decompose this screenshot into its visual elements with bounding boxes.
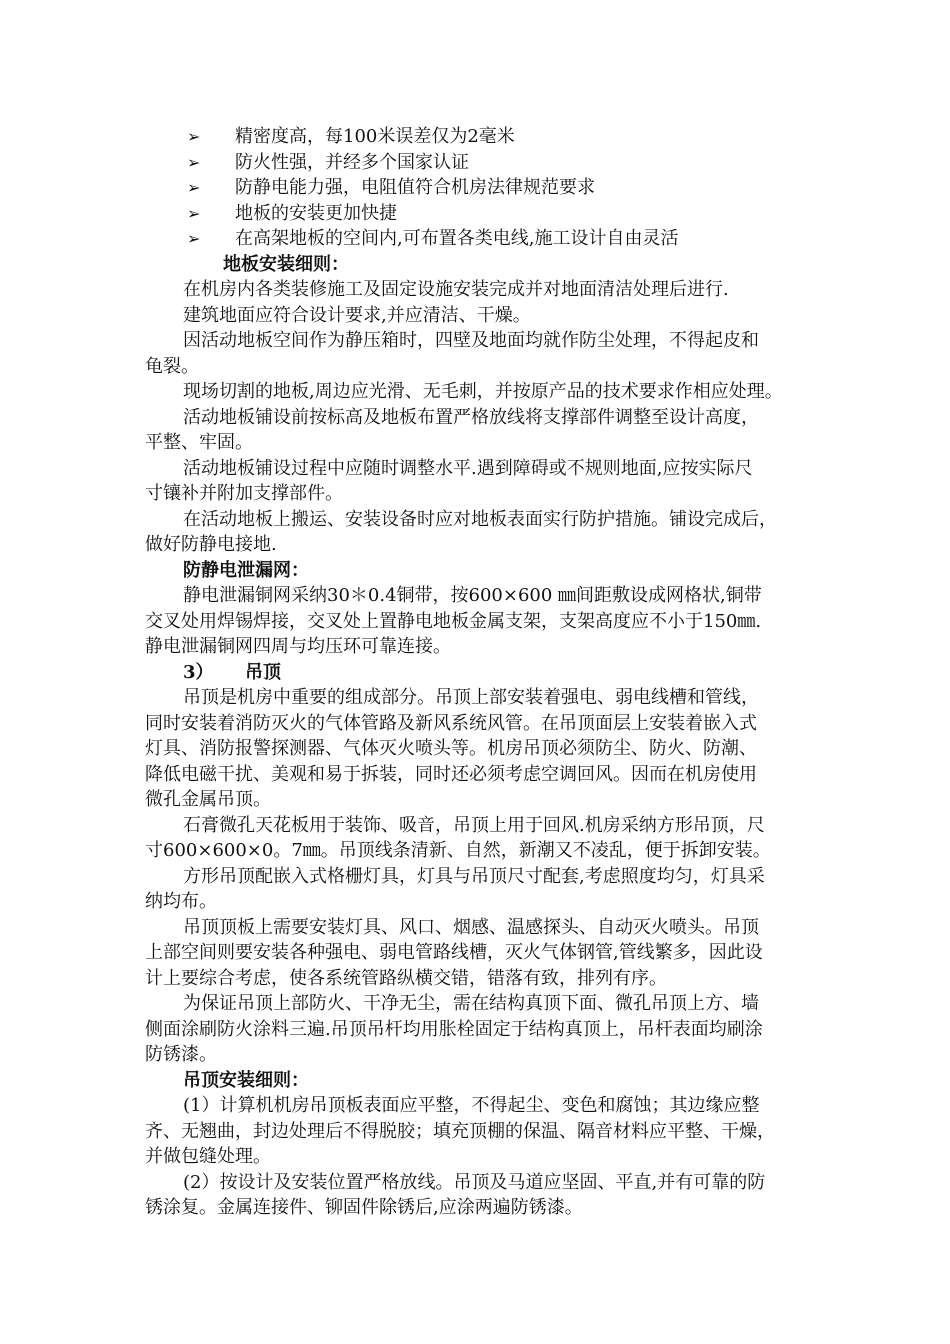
paragraph-line: 做好防静电接地. bbox=[145, 534, 277, 555]
bullet-item bbox=[187, 226, 815, 252]
arrow-bullet-icon: ➢ bbox=[187, 229, 201, 248]
paragraph-line: 降低电磁干扰、美观和易于拆装，同时还必须考虑空调回风。因而在机房使用 bbox=[145, 763, 757, 785]
paragraph-line: 在机房内各类装修施工及固定设施安装完成并对地面清洁处理后进行. bbox=[183, 279, 729, 300]
paragraph-line: 静电泄漏铜网四周与均压环可靠连接。 bbox=[145, 636, 451, 657]
paragraph-line: 并做包缝处理。 bbox=[145, 1146, 271, 1167]
bullet-text: 精密度高，每100米误差仅为2毫米 bbox=[235, 126, 515, 147]
document-body bbox=[145, 124, 815, 1221]
floor-install-heading: 地板安装细则： bbox=[223, 253, 349, 275]
paragraph-line: 因活动地板空间作为静压箱时，四壁及地面均就作防尘处理，不得起皮和 bbox=[183, 330, 759, 351]
paragraph-line: (1）计算机机房吊顶板表面应平整，不得起尘、变色和腐蚀；其边缘应整 bbox=[183, 1095, 760, 1116]
paragraph-line: 锈涂复。金属连接件、铆固件除锈后,应涂两遍防锈漆。 bbox=[145, 1197, 583, 1218]
paragraph-line: 防锈漆。 bbox=[145, 1044, 217, 1065]
paragraph-line: (2）按设计及安装位置严格放线。吊顶及马道应坚固、平直,并有可靠的防 bbox=[183, 1171, 766, 1193]
paragraph-line: 方形吊顶配嵌入式格栅灯具，灯具与吊顶尺寸配套,考虑照度均匀，灯具采 bbox=[183, 865, 765, 887]
paragraph-line: 寸镶补并附加支撑部件。 bbox=[145, 483, 343, 504]
paragraph-line: 灯具、消防报警探测器、气体灭火喷头等。机房吊顶必须防尘、防火、防潮、 bbox=[145, 738, 757, 759]
paragraph-line: 现场切割的地板,周边应光滑、无毛刺，并按原产品的技术要求作相应处理。 bbox=[183, 381, 783, 402]
arrow-bullet-icon: ➢ bbox=[187, 178, 201, 197]
paragraph-line: 计上要综合考虑，使各系统管路纵横交错，错落有致，排列有序。 bbox=[145, 967, 667, 989]
section-heading-ceiling bbox=[145, 660, 815, 686]
bullet-item bbox=[187, 150, 815, 176]
paragraph-line: 同时安装着消防灭火的气体管路及新风系统风管。在吊顶面层上安装着嵌入式 bbox=[145, 712, 757, 734]
arrow-bullet-icon: ➢ bbox=[187, 152, 201, 172]
paragraph-line: 纳均布。 bbox=[145, 891, 217, 912]
paragraph-line: 微孔金属吊顶。 bbox=[145, 789, 271, 810]
bullet-item bbox=[187, 175, 815, 201]
arrow-bullet-icon: ➢ bbox=[187, 127, 201, 146]
section-title: 吊顶 bbox=[245, 661, 281, 683]
section-number: 3） bbox=[183, 661, 214, 683]
paragraph-line: 为保证吊顶上部防火、干净无尘，需在结构真顶下面、微孔吊顶上方、墙 bbox=[183, 993, 759, 1014]
paragraph-line: 寸600×600×0。7㎜。吊顶线条清新、自然，新潮又不凌乱，便于拆卸安装。 bbox=[145, 840, 771, 861]
bullet-text: 防火性强，并经多个国家认证 bbox=[235, 151, 469, 173]
paragraph-line: 石膏微孔天花板用于装饰、吸音，吊顶上用于回风.机房采纳方形吊顶，尺 bbox=[183, 814, 765, 836]
bullet-text: 在高架地板的空间内,可布置各类电线,施工设计自由灵活 bbox=[235, 228, 679, 249]
paragraph-line: 交叉处用焊锡焊接，交叉处上置静电地板金属支架，支架高度应不小于150㎜. bbox=[145, 610, 762, 632]
paragraph-line: 活动地板铺设前按标高及地板布置严格放线将支撑部件调整至设计高度， bbox=[183, 406, 759, 428]
paragraph-line: 活动地板铺设过程中应随时调整水平.遇到障碍或不规则地面,应按实际尺 bbox=[183, 457, 753, 479]
paragraph-line: 吊顶顶板上需要安装灯具、风口、烟感、温感探头、自动灭火喷头。吊顶 bbox=[183, 916, 759, 938]
paragraph-line: 龟裂。 bbox=[145, 355, 199, 377]
paragraph-line: 建筑地面应符合设计要求,并应清洁、干燥。 bbox=[183, 304, 531, 326]
paragraph-line: 上部空间则要安装各种强电、弱电管路线槽，灭火气体钢管,管线繁多，因此设 bbox=[145, 942, 763, 963]
paragraph-line: 侧面涂刷防火涂料三遍.吊顶吊杆均用胀栓固定于结构真顶上，吊杆表面均刷涂 bbox=[145, 1018, 763, 1040]
paragraph-line: 静电泄漏铜网采纳30＊0.4铜带，按600×600 ㎜间距敷设成网格状,铜带 bbox=[183, 585, 762, 606]
paragraph-line: 吊顶是机房中重要的组成部分。吊顶上部安装着强电、弱电线槽和管线， bbox=[183, 687, 759, 708]
paragraph-line: 齐、无翘曲，封边处理后不得脱胶；填充顶棚的保温、隔音材料应平整、干燥， bbox=[145, 1120, 775, 1142]
bullet-item bbox=[187, 201, 815, 227]
arrow-bullet-icon: ➢ bbox=[187, 203, 201, 223]
esd-net-heading: 防静电泄漏网： bbox=[183, 559, 309, 581]
paragraph-line: 平整、牢固。 bbox=[145, 432, 253, 453]
bullet-text: 防静电能力强，电阻值符合机房法律规范要求 bbox=[235, 177, 595, 198]
ceiling-install-heading: 吊顶安装细则： bbox=[183, 1069, 309, 1091]
bullet-item bbox=[187, 124, 815, 150]
paragraph-line: 在活动地板上搬运、安装设备时应对地板表面实行防护措施。铺设完成后， bbox=[183, 508, 777, 530]
bullet-text: 地板的安装更加快捷 bbox=[235, 202, 397, 224]
